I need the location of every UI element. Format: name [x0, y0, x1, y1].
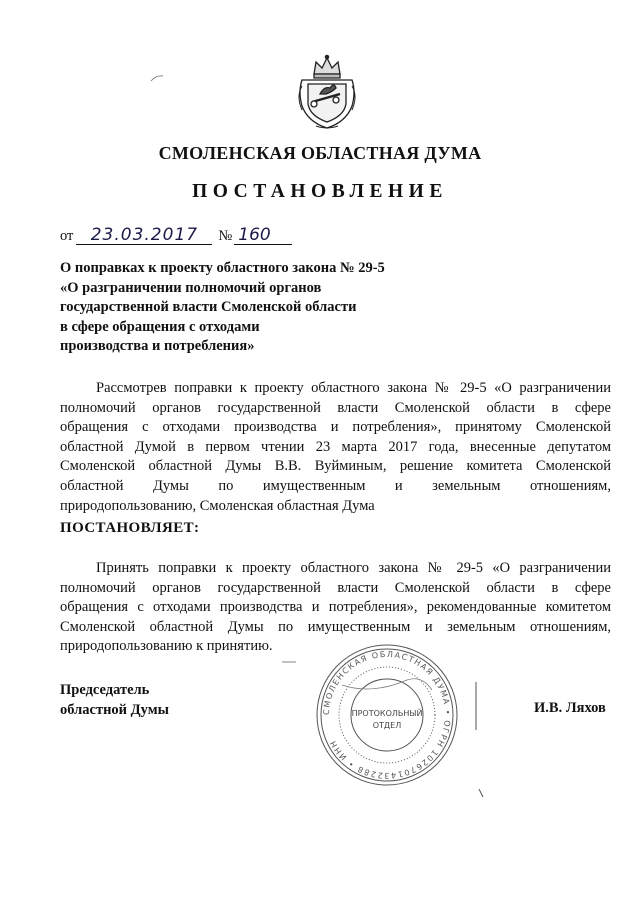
title-line: производства и потребления» [60, 338, 255, 354]
number-label: № [218, 228, 233, 244]
title-line: государственной власти Смоленской области [60, 299, 357, 315]
preamble-paragraph [60, 379, 611, 516]
scan-mark [474, 682, 478, 730]
organization-name: СМОЛЕНСКАЯ ОБЛАСТНАЯ ДУМА [158, 143, 482, 163]
paragraph-line: полномочий органов государственной власти Смоленской области в сфере [60, 579, 611, 596]
role-line: областной Думы [60, 701, 169, 718]
title-line: в сфере обращения с отходами [60, 318, 260, 335]
paragraph-line: полномочий органов государственной власти Смоленской области в сфере [60, 399, 611, 416]
paragraph-line: обращения с отходами производства и потребления», принятому Смоленской [60, 419, 611, 436]
title-line: «О разграничении полномочий органов [60, 279, 322, 296]
date-number-line [60, 226, 292, 245]
paragraph-line: природопользованию, Смоленская областная Дума [60, 497, 375, 514]
paragraph-line: Принять поправки к проекту областного закона № 29-5 «О разграничении [96, 560, 611, 576]
paragraph-line: Смоленской областной Думы по имущественным и земельным отношениям, [60, 618, 611, 635]
seal-inner-line2: ОТДЕЛ [372, 721, 402, 730]
document-type-heading: ПОСТАНОВЛЕНИЕ [192, 181, 448, 202]
scan-mark [478, 788, 484, 798]
date-label: от [60, 228, 74, 244]
paragraph-line: обращения с отходами производства и потребления», рекомендованные комитетом [60, 599, 611, 616]
signature-stroke [342, 679, 432, 690]
paragraph-line: Рассмотрев поправки к проекту областного закона № 29-5 «О разграничении [96, 380, 611, 396]
signatory-name: И.В. Ляхов [534, 700, 606, 716]
round-seal-icon [312, 640, 462, 790]
scan-mark [150, 74, 164, 82]
title-line: О поправках к проекту областного закона № 29-5 [60, 260, 385, 276]
seal-ring-text: СМОЛЕНСКАЯ ОБЛАСТНАЯ ДУМА • ОГРН 1026701432288 • ИНН [321, 649, 453, 781]
paragraph-line: природопользованию к принятию. [60, 638, 273, 655]
role-line: Председатель [60, 682, 150, 698]
handwritten-date: 23.03.2017 [76, 226, 212, 245]
seal-inner-line1: ПРОТОКОЛЬНЫЙ [351, 709, 423, 718]
paragraph-line: областной Думы по имущественным и земельным отношениям, [60, 477, 611, 494]
smolensk-coat-of-arms-icon [296, 52, 358, 130]
signatory-role [60, 681, 169, 720]
decree-heading: ПОСТАНОВЛЯЕТ: [60, 520, 200, 536]
document-title [60, 259, 400, 357]
paragraph-line: Смоленской областной Думы В.В. Вуйминым, решение комитета Смоленской [60, 458, 611, 475]
scan-mark [282, 660, 296, 664]
paragraph-line: областной Думой в первом чтении 23 марта 2017 года, внесенные депутатом [60, 438, 611, 455]
handwritten-number: 160 [234, 226, 292, 245]
